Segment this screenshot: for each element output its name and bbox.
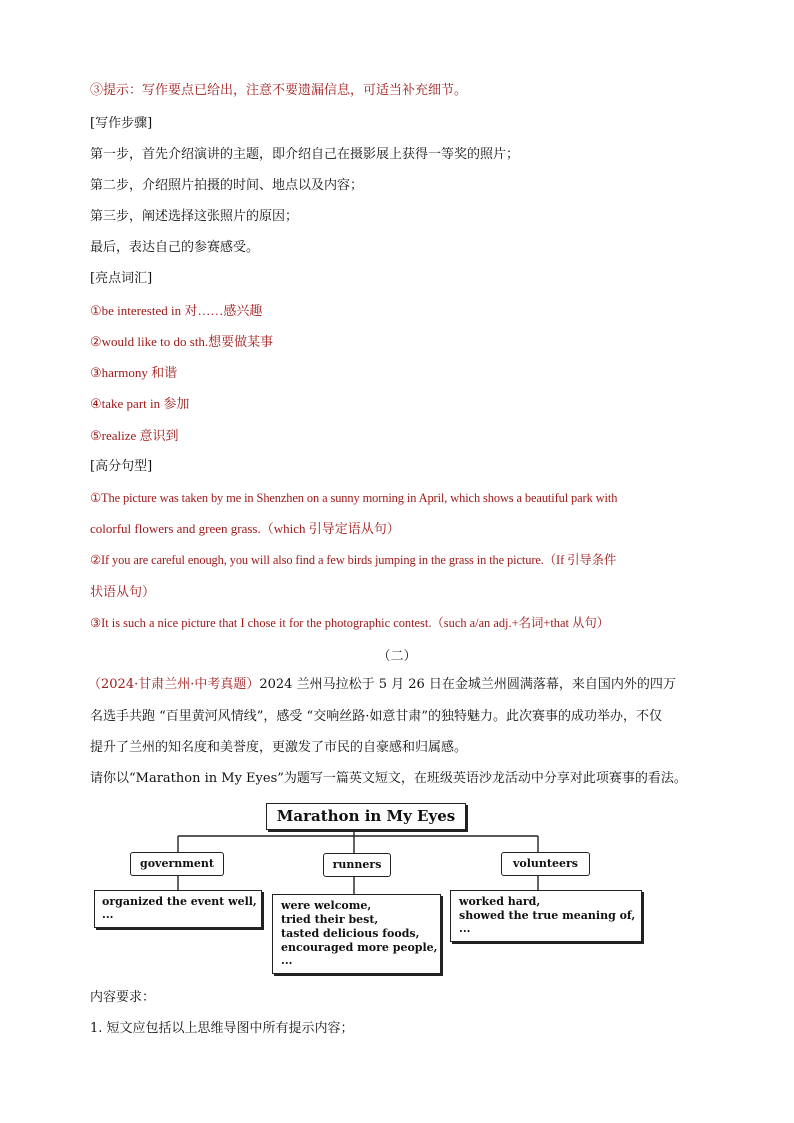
detail-item: worked hard, [459,895,541,908]
question-text: 2024 兰州马拉松于 5 月 26 日在金城兰州圆满落幕，来自国内外的四万 [259,677,676,692]
branch-label: runners [332,858,382,871]
vocab-item: ⑤realize 意识到 [90,428,179,443]
detail-item: were welcome, [281,899,372,912]
vocab-item: ②would like to do sth.想要做某事 [90,334,274,349]
branch-label: volunteers [513,857,578,870]
section-title: （二） [377,649,417,664]
writing-steps-heading: [写作步骤] [90,116,153,131]
detail-item: ... [102,908,114,921]
pattern-line: 状语从句） [90,584,156,599]
runners-details-box [272,894,441,974]
detail-item: tried their best, [281,913,379,926]
detail-item: tasted delicious foods, [281,927,420,940]
mind-map-title-box [266,803,466,830]
pattern-line: ③It is such a nice picture that I chose it for the photographic contest.（such a/an adj.+名词+that 从句） [90,616,610,630]
volunteers-details-box [450,890,642,942]
writing-hint: ③提示：写作要点已给出，注意不要遗漏信息，可适当补充细节。 [90,83,468,98]
vocab-item: ③harmony 和谐 [90,365,178,380]
detail-item: ... [459,922,471,935]
vocab-item: ①be interested in 对……感兴趣 [90,303,263,318]
vocab-item: ④take part in 参加 [90,396,190,411]
branch-label: government [140,857,214,870]
question-line-4: 请你以“Marathon in My Eyes”为题写一篇英文短文，在班级英语沙龙活动中分享对此项赛事的看法。 [90,771,687,786]
mind-map [90,796,650,980]
detail-item: encouraged more people, [281,941,438,954]
branch-runners-box [323,853,391,877]
mind-map-title: Marathon in My Eyes [276,807,456,825]
question-line-2: 名选手共跑 “百里黄河风情线”，感受 “交响丝路·如意甘肃”的独特魅力。此次赛事的成功举办，不仅 [90,709,662,724]
pattern-line: colorful flowers and green grass.（which 引导定语从句） [90,521,400,536]
detail-item: showed the true meaning of, [459,909,636,922]
detail-item: ... [281,954,293,967]
pattern-line: ①The picture was taken by me in Shenzhen on a sunny morning in April, which shows a beautiful park with [90,491,618,505]
detail-item: organized the event well, [102,895,257,908]
writing-step: 第二步，介绍照片拍摄的时间、地点以及内容； [90,178,364,193]
branch-government-box [130,852,224,876]
requirement-item: 1. 短文应包括以上思维导图中所有提示内容； [90,1021,354,1036]
writing-step: 最后，表达自己的参赛感受。 [90,240,260,255]
pattern-line: ②If you are careful enough, you will also find a few birds jumping in the grass in the picture.（If 引导条件 [90,553,617,567]
question-line-3: 提升了兰州的知名度和美誉度，更激发了市民的自豪感和归属感。 [90,740,468,755]
writing-step: 第一步，首先介绍演讲的主题，即介绍自己在摄影展上获得一等奖的照片； [90,147,520,162]
patterns-heading: [高分句型] [90,459,153,474]
government-details-box [94,890,262,928]
vocab-heading: [亮点词汇] [90,271,153,286]
question-source: （2024·甘肃兰州·中考真题） [88,677,260,692]
requirements-heading: 内容要求： [90,990,156,1005]
writing-step: 第三步，阐述选择这张照片的原因； [90,209,299,224]
question-line-1 [88,676,676,694]
branch-volunteers-box [501,852,590,876]
